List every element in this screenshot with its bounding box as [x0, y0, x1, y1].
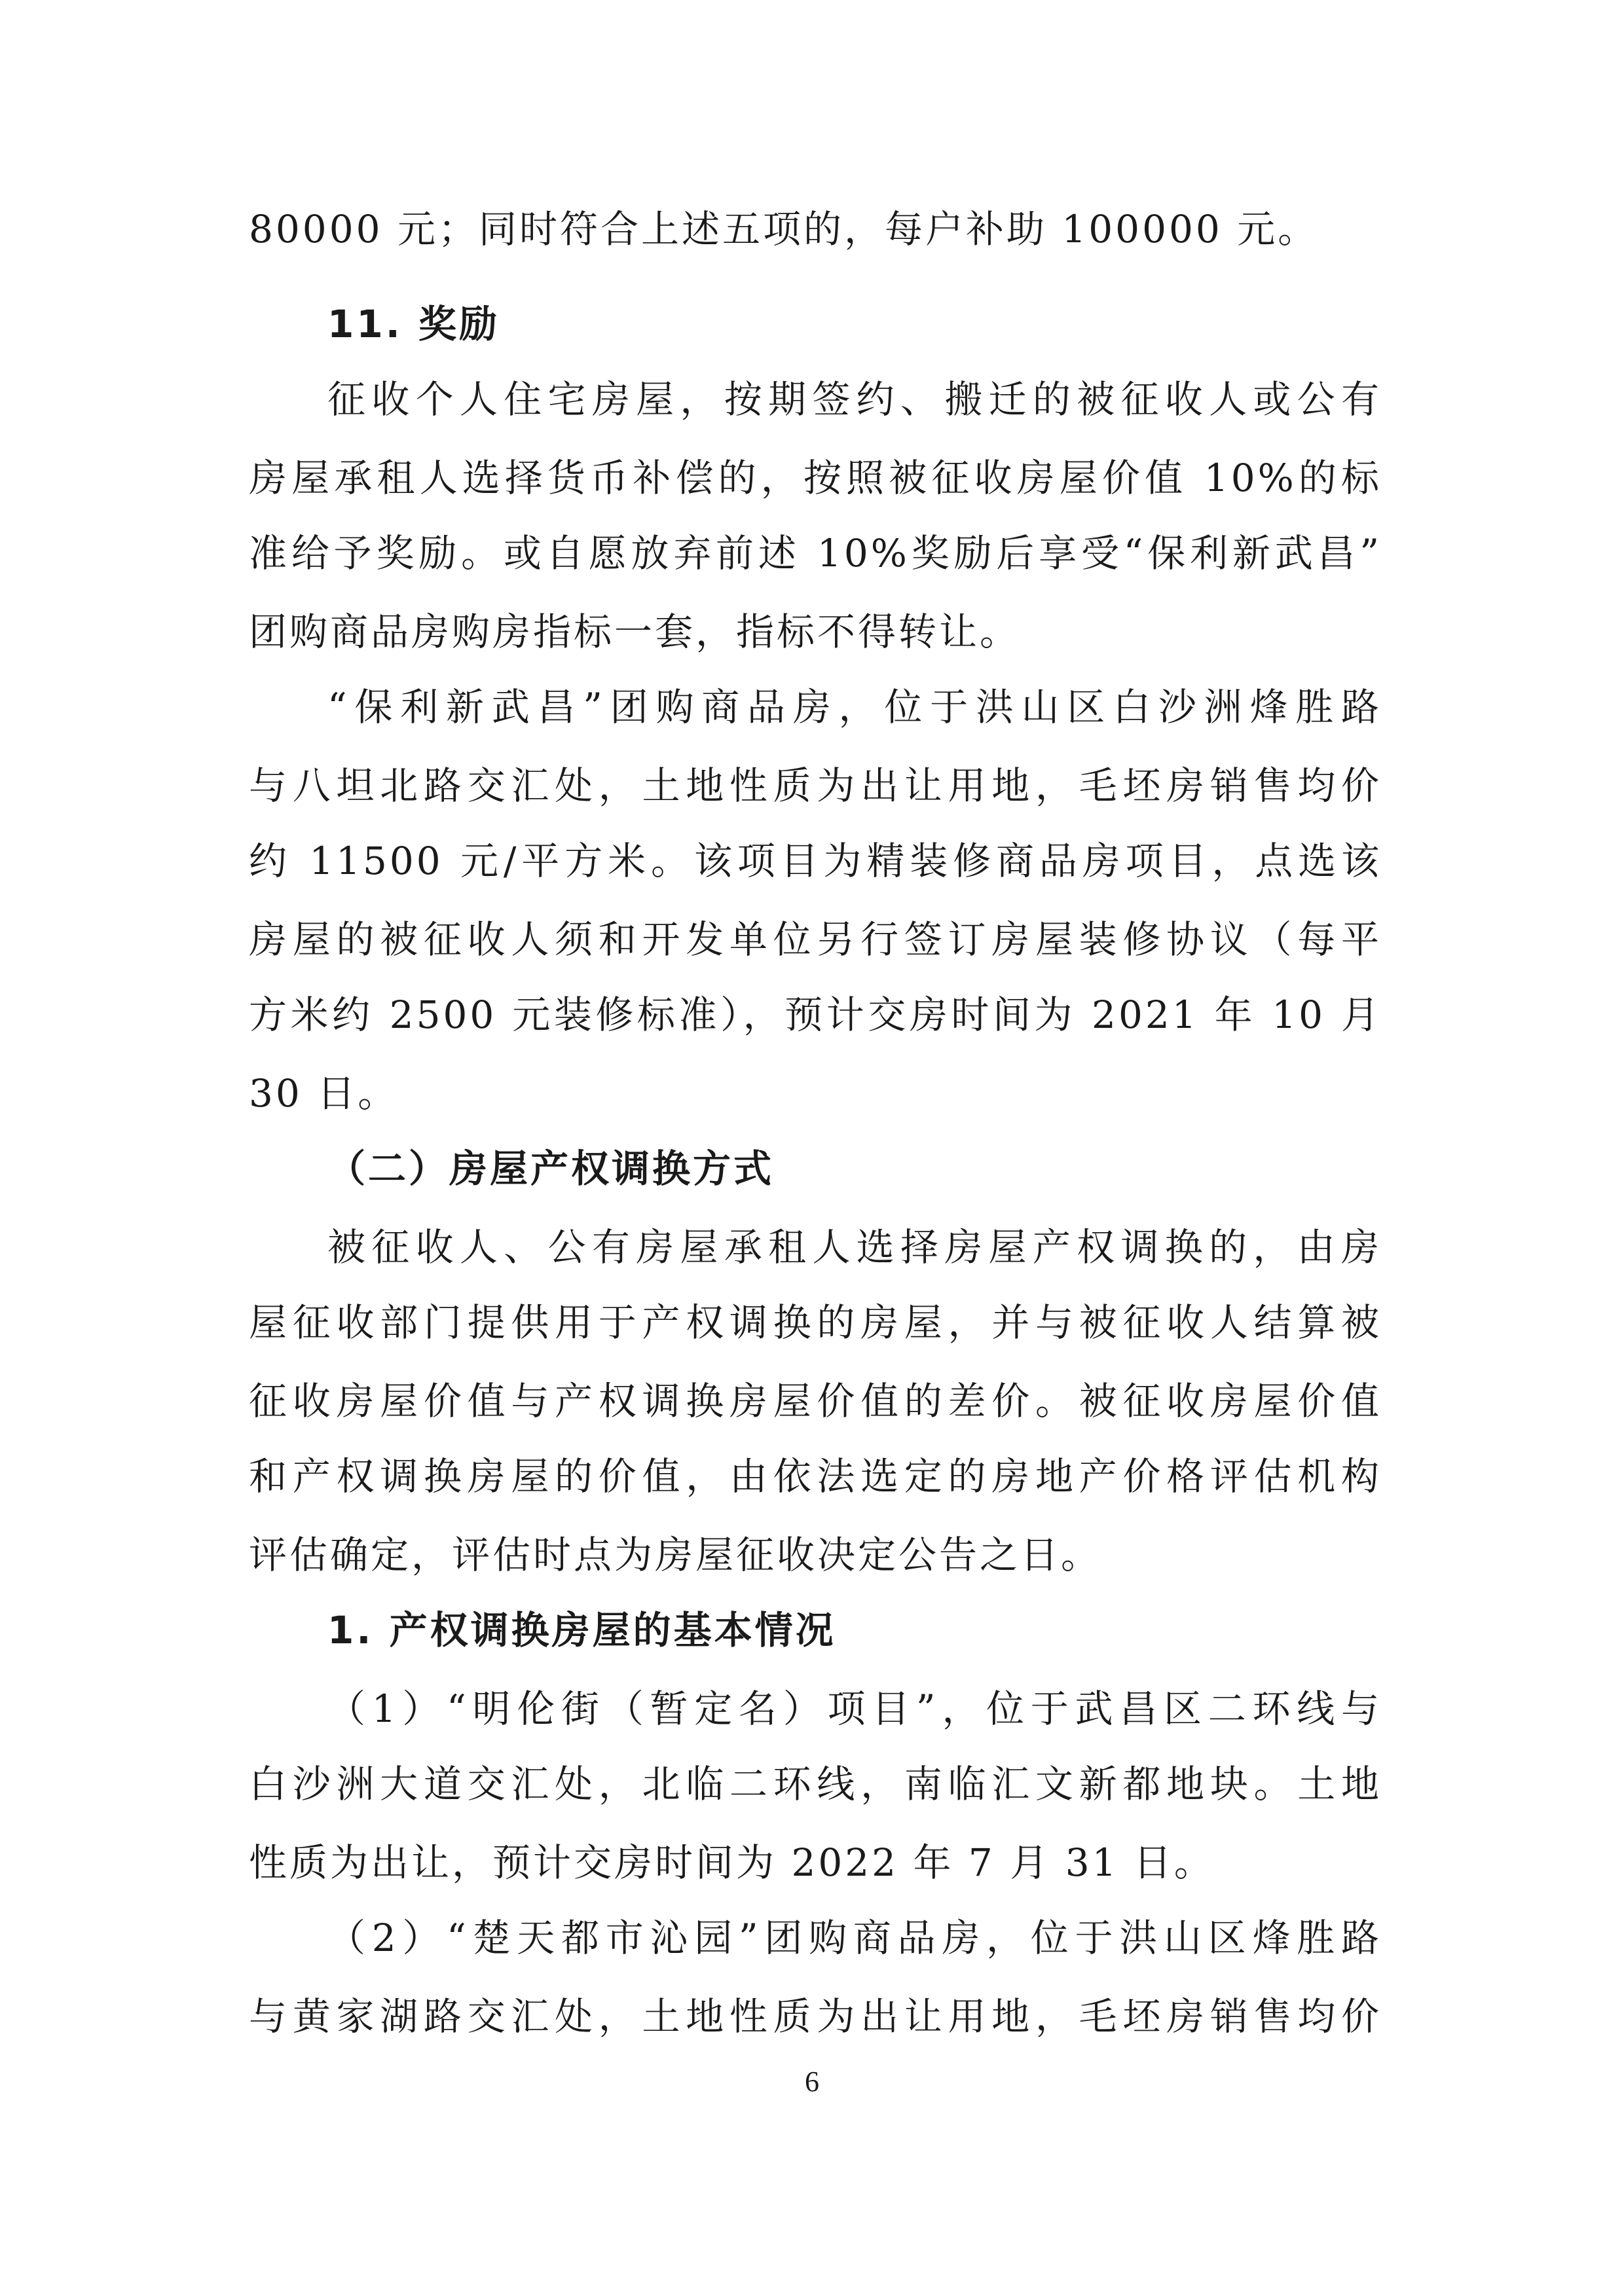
text-line: 与八坦北路交汇处，土地性质为出让用地，毛坯房销售均价	[249, 763, 1382, 808]
section-heading: 1. 产权调换房屋的基本情况	[327, 1608, 836, 1652]
text-line: 屋征收部门提供用于产权调换的房屋，并与被征收人结算被	[249, 1300, 1382, 1345]
text-line: 性质为出让，预计交房时间为 2022 年 7 月 31 日。	[249, 1840, 1215, 1885]
text-line: “保利新武昌”团购商品房，位于洪山区白沙洲烽胜路	[327, 685, 1382, 729]
text-line: 约 11500 元/平方米。该项目为精装修商品房项目，点选该	[249, 839, 1382, 883]
text-line: 30 日。	[249, 1071, 399, 1116]
text-line: 方米约 2500 元装修标准），预计交房时间为 2021 年 10 月	[249, 993, 1382, 1037]
text-line: 被征收人、公有房屋承租人选择房屋产权调换的，由房	[327, 1225, 1382, 1269]
text-line: 80000 元；同时符合上述五项的，每户补助 100000 元。	[249, 207, 1319, 251]
section-heading: （二）房屋产权调换方式	[327, 1146, 775, 1191]
text-line: 征收房屋价值与产权调换房屋价值的差价。被征收房屋价值	[249, 1379, 1382, 1423]
text-line: 评估确定，评估时点为房屋征收决定公告之日。	[249, 1533, 1102, 1577]
text-line: 白沙洲大道交汇处，北临二环线，南临汇文新都地块。土地	[249, 1762, 1382, 1806]
text-line: 房屋的被征收人须和开发单位另行签订房屋装修协议（每平	[249, 917, 1382, 962]
text-line: 征收个人住宅房屋，按期签约、搬迁的被征收人或公有	[327, 377, 1382, 422]
text-line: 和产权调换房屋的价值，由依法选定的房地产价格评估机构	[249, 1454, 1382, 1499]
text-line: （2）“楚天都市沁园”团购商品房，位于洪山区烽胜路	[327, 1916, 1382, 1960]
text-line: 与黄家湖路交汇处，土地性质为出让用地，毛坯房销售均价	[249, 1994, 1382, 2039]
text-line: （1）“明伦街（暂定名）项目”，位于武昌区二环线与	[327, 1686, 1382, 1731]
page-number: 6	[805, 2066, 819, 2098]
text-line: 准给予奖励。或自愿放弃前述 10%奖励后享受“保利新武昌”	[249, 531, 1382, 575]
text-line: 团购商品房购房指标一套，指标不得转让。	[249, 610, 1021, 654]
section-heading: 11. 奖励	[327, 302, 500, 346]
text-line: 房屋承租人选择货币补偿的，按照被征收房屋价值 10%的标	[249, 456, 1382, 500]
